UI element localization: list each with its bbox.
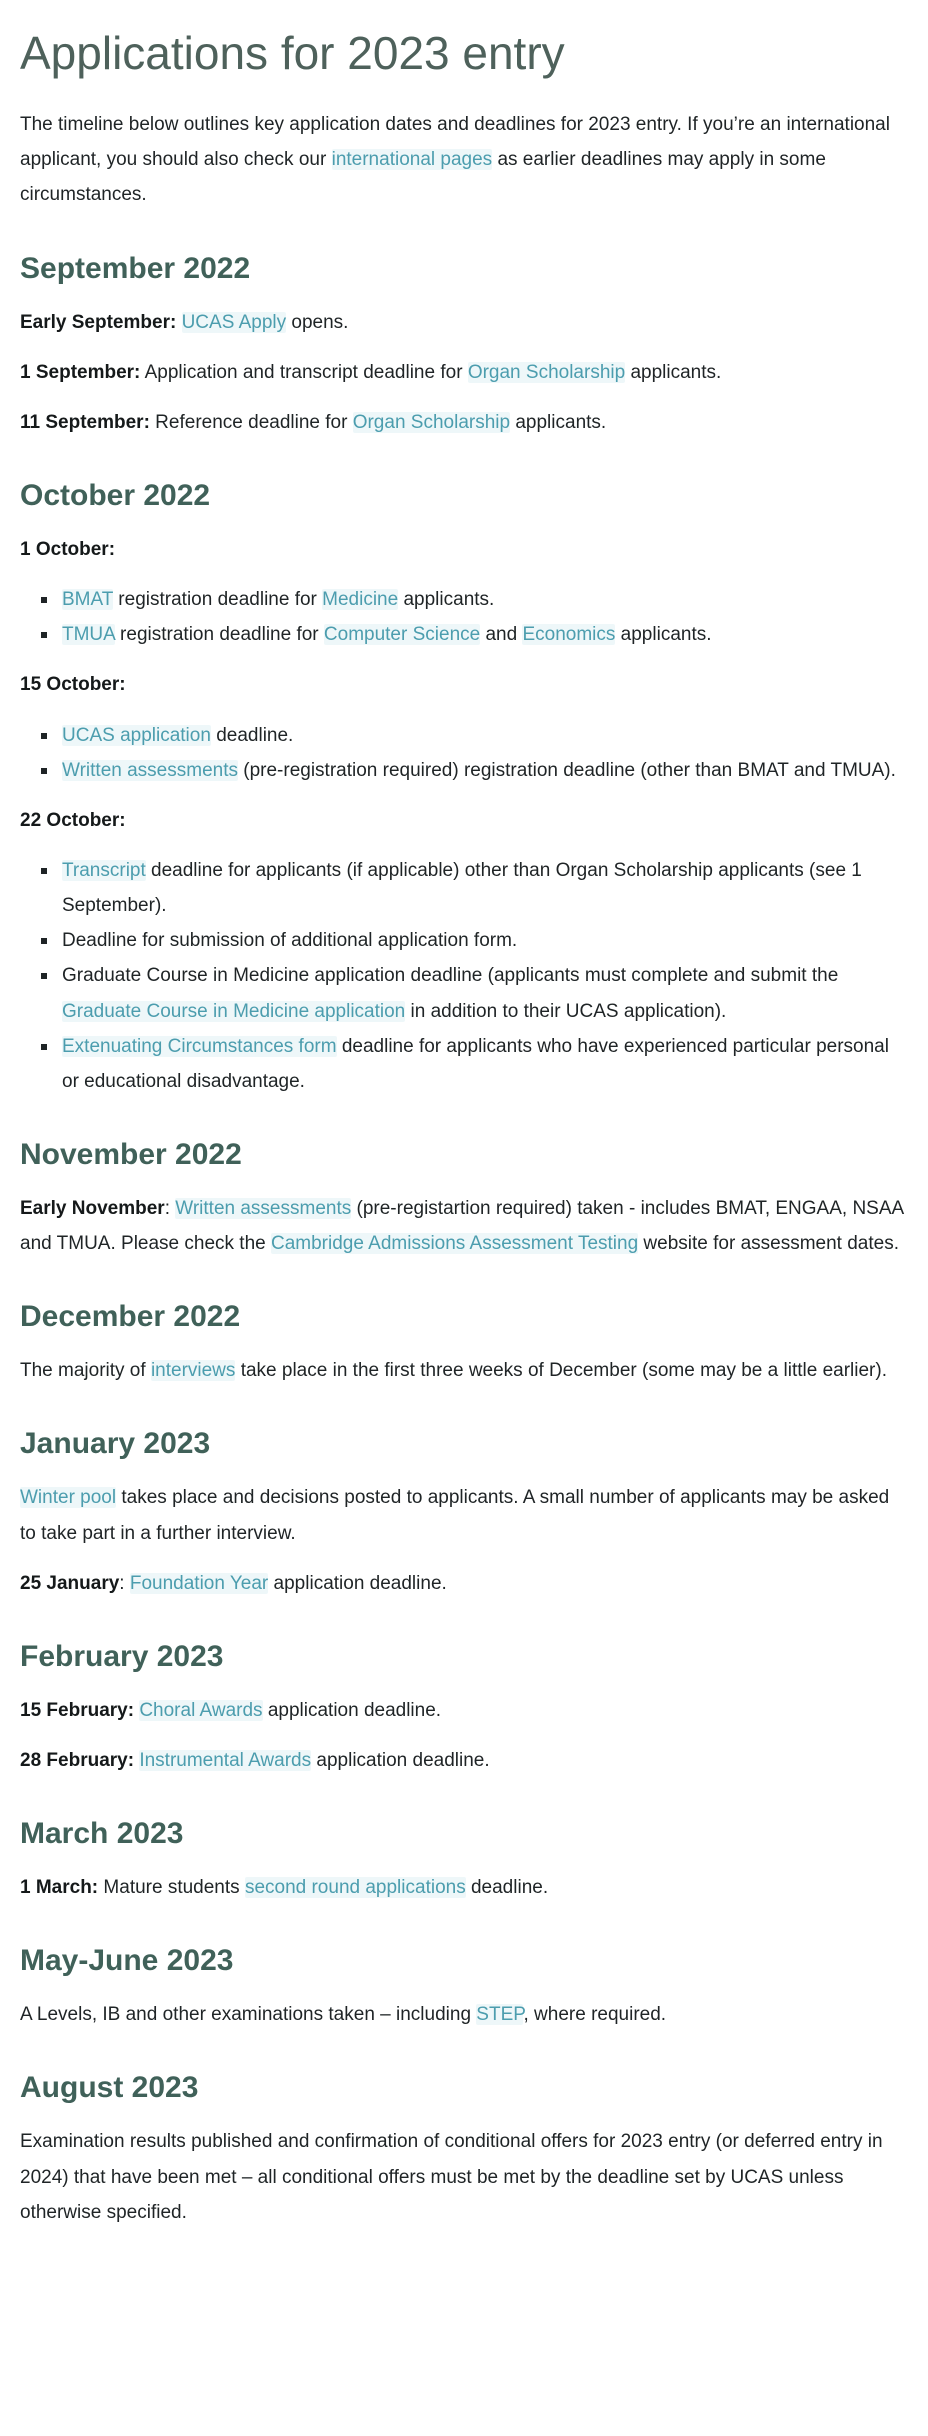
text-run: deadline for applicants who have experienced particular personal or educational disadvantage.: [62, 1035, 889, 1092]
text-run: application deadline.: [262, 1699, 442, 1721]
date-label: 1 March:: [20, 1877, 99, 1899]
text-run: applicants.: [510, 411, 607, 433]
text-link[interactable]: Transcript: [62, 860, 146, 882]
intro: [20, 107, 906, 212]
paragraph: [20, 2124, 906, 2229]
text-run: Deadline for submission of additional application form.: [62, 930, 518, 952]
text-link[interactable]: Computer Science: [323, 624, 481, 646]
date-label: 1 September:: [20, 361, 141, 383]
section-heading: September 2022: [20, 251, 251, 285]
text-run: applicants.: [625, 361, 722, 383]
date-label: Early September:: [20, 311, 177, 333]
text-run: Graduate Course in Medicine application deadline (applicants must complete and submit the: [62, 965, 839, 987]
list-item: [62, 753, 906, 788]
text-run: [176, 312, 181, 333]
paragraph: [20, 305, 906, 340]
text-run: opens.: [286, 311, 349, 333]
text-run: :: [164, 1198, 176, 1219]
text-link[interactable]: Extenuating Circumstances form: [62, 1035, 337, 1057]
section-heading: February 2023: [20, 1639, 224, 1673]
text-link[interactable]: BMAT: [62, 589, 114, 611]
text-link[interactable]: international pages: [331, 149, 493, 171]
text-link[interactable]: TMUA: [62, 624, 115, 646]
text-link[interactable]: Organ Scholarship: [467, 361, 626, 383]
section-heading: January 2023: [20, 1427, 211, 1461]
date-label: 15 February:: [20, 1699, 135, 1721]
text-link[interactable]: UCAS application: [62, 724, 211, 746]
timeline-section: [20, 1816, 906, 1905]
text-run: , where required.: [523, 2004, 667, 2026]
sections: [20, 251, 906, 2230]
paragraph: [20, 1353, 906, 1388]
section-heading: December 2022: [20, 1300, 241, 1334]
list-item: [62, 958, 906, 1028]
text-run: Mature students: [98, 1877, 245, 1899]
paragraph: [20, 1480, 906, 1550]
text-link[interactable]: interviews: [150, 1360, 236, 1382]
timeline-section: [20, 1943, 906, 2032]
paragraph: [20, 667, 906, 702]
text-link[interactable]: Foundation Year: [129, 1572, 269, 1594]
date-label: 28 February:: [20, 1749, 135, 1771]
date-label: 15 October:: [20, 674, 126, 696]
page-title: Applications for 2023 entry: [20, 27, 565, 79]
date-label: 22 October:: [20, 809, 126, 831]
timeline-section: [20, 478, 906, 1099]
text-run: application deadline.: [268, 1572, 447, 1594]
section-heading: March 2023: [20, 1817, 184, 1851]
text-link[interactable]: STEP: [476, 2004, 524, 2026]
text-run: The timeline below outlines key application dates and deadlines for 2023 entry. If you’re an international applicant, you should also check our: [20, 114, 890, 171]
text-run: :: [119, 1572, 130, 1594]
text-link[interactable]: Economics: [522, 624, 616, 646]
timeline-section: [20, 2070, 906, 2229]
paragraph: [20, 1870, 906, 1905]
text-link[interactable]: Written assessments: [175, 1198, 352, 1219]
text-run: (pre-registration required) registration deadline (other than BMAT and TMUA).: [237, 759, 896, 781]
list-item: [62, 1029, 906, 1099]
paragraph: [20, 1693, 906, 1728]
text-run: A Levels, IB and other examinations taken – including: [20, 2004, 477, 2026]
text-link[interactable]: Medicine: [322, 589, 399, 611]
text-run: website for assessment dates.: [638, 1233, 899, 1255]
text-link[interactable]: Cambridge Admissions Assessment Testing: [271, 1233, 639, 1255]
paragraph: [20, 1743, 906, 1778]
text-run: deadline.: [465, 1877, 549, 1899]
text-run: Examination results published and confirmation of conditional offers for 2023 entry (or deferred entry in 2024) that have been met – all conditional offers must be met by the deadline set by UCAS unless otherwise specified.: [20, 2131, 883, 2223]
text-run: applicants.: [615, 624, 712, 646]
text-link[interactable]: Written assessments: [62, 759, 238, 781]
timeline-section: [20, 251, 906, 440]
text-run: Reference deadline for: [149, 411, 353, 433]
paragraph: [20, 355, 906, 390]
paragraph: [20, 532, 906, 567]
timeline-section: [20, 1299, 906, 1388]
paragraph: [20, 107, 906, 212]
bullet-list: [20, 853, 906, 1099]
paragraph: [20, 1997, 906, 2032]
section-heading: November 2022: [20, 1138, 242, 1171]
text-run: (pre-registartion required) taken - includes BMAT, ENGAA, NSAA and TMUA. Please check the: [20, 1198, 904, 1255]
text-run: application deadline.: [311, 1749, 490, 1771]
timeline-section: [20, 1137, 906, 1261]
bullet-list: [20, 582, 906, 652]
section-heading: May-June 2023: [20, 1944, 234, 1978]
text-link[interactable]: Instrumental Awards: [139, 1749, 312, 1771]
list-item: [62, 617, 906, 652]
paragraph: [20, 405, 906, 440]
text-link[interactable]: Choral Awards: [139, 1699, 263, 1721]
timeline-section: [20, 1426, 906, 1600]
text-run: and: [480, 624, 523, 646]
text-run: registration deadline for: [114, 624, 324, 646]
paragraph: [20, 1191, 906, 1261]
text-run: takes place and decisions posted to applicants. A small number of applicants may be asked to take part in a further interview.: [20, 1487, 890, 1544]
text-link[interactable]: Graduate Course in Medicine application: [62, 1000, 406, 1022]
list-item: [62, 923, 906, 958]
text-run: deadline.: [210, 724, 294, 746]
text-run: The majority of: [20, 1360, 151, 1382]
timeline-section: [20, 1639, 906, 1778]
section-heading: August 2023: [20, 2071, 199, 2105]
text-run: deadline for applicants (if applicable) other than Organ Scholarship applicants (see 1 September).: [62, 860, 862, 917]
text-run: as earlier deadlines may apply in some circumstances.: [20, 149, 826, 206]
list-item: [62, 582, 906, 617]
text-link[interactable]: UCAS Apply: [181, 311, 287, 333]
date-label: 25 January: [20, 1572, 120, 1594]
text-run: applicants.: [398, 589, 495, 611]
date-label: 11 September:: [20, 411, 150, 433]
text-link[interactable]: Winter pool: [20, 1487, 117, 1509]
text-run: take place in the first three weeks of December (some may be a little earlier).: [235, 1360, 887, 1382]
text-link[interactable]: second round applications: [244, 1877, 466, 1899]
list-item: [62, 853, 906, 923]
text-link[interactable]: Organ Scholarship: [352, 411, 511, 433]
list-item: [62, 718, 906, 753]
section-heading: October 2022: [20, 479, 211, 513]
paragraph: [20, 1566, 906, 1601]
date-label: 1 October:: [20, 539, 116, 561]
date-label: Early November: [20, 1198, 165, 1219]
bullet-list: [20, 718, 906, 788]
paragraph: [20, 803, 906, 838]
text-run: registration deadline for: [113, 589, 323, 611]
text-run: in addition to their UCAS application).: [405, 1000, 727, 1022]
text-run: Application and transcript deadline for: [140, 361, 468, 383]
